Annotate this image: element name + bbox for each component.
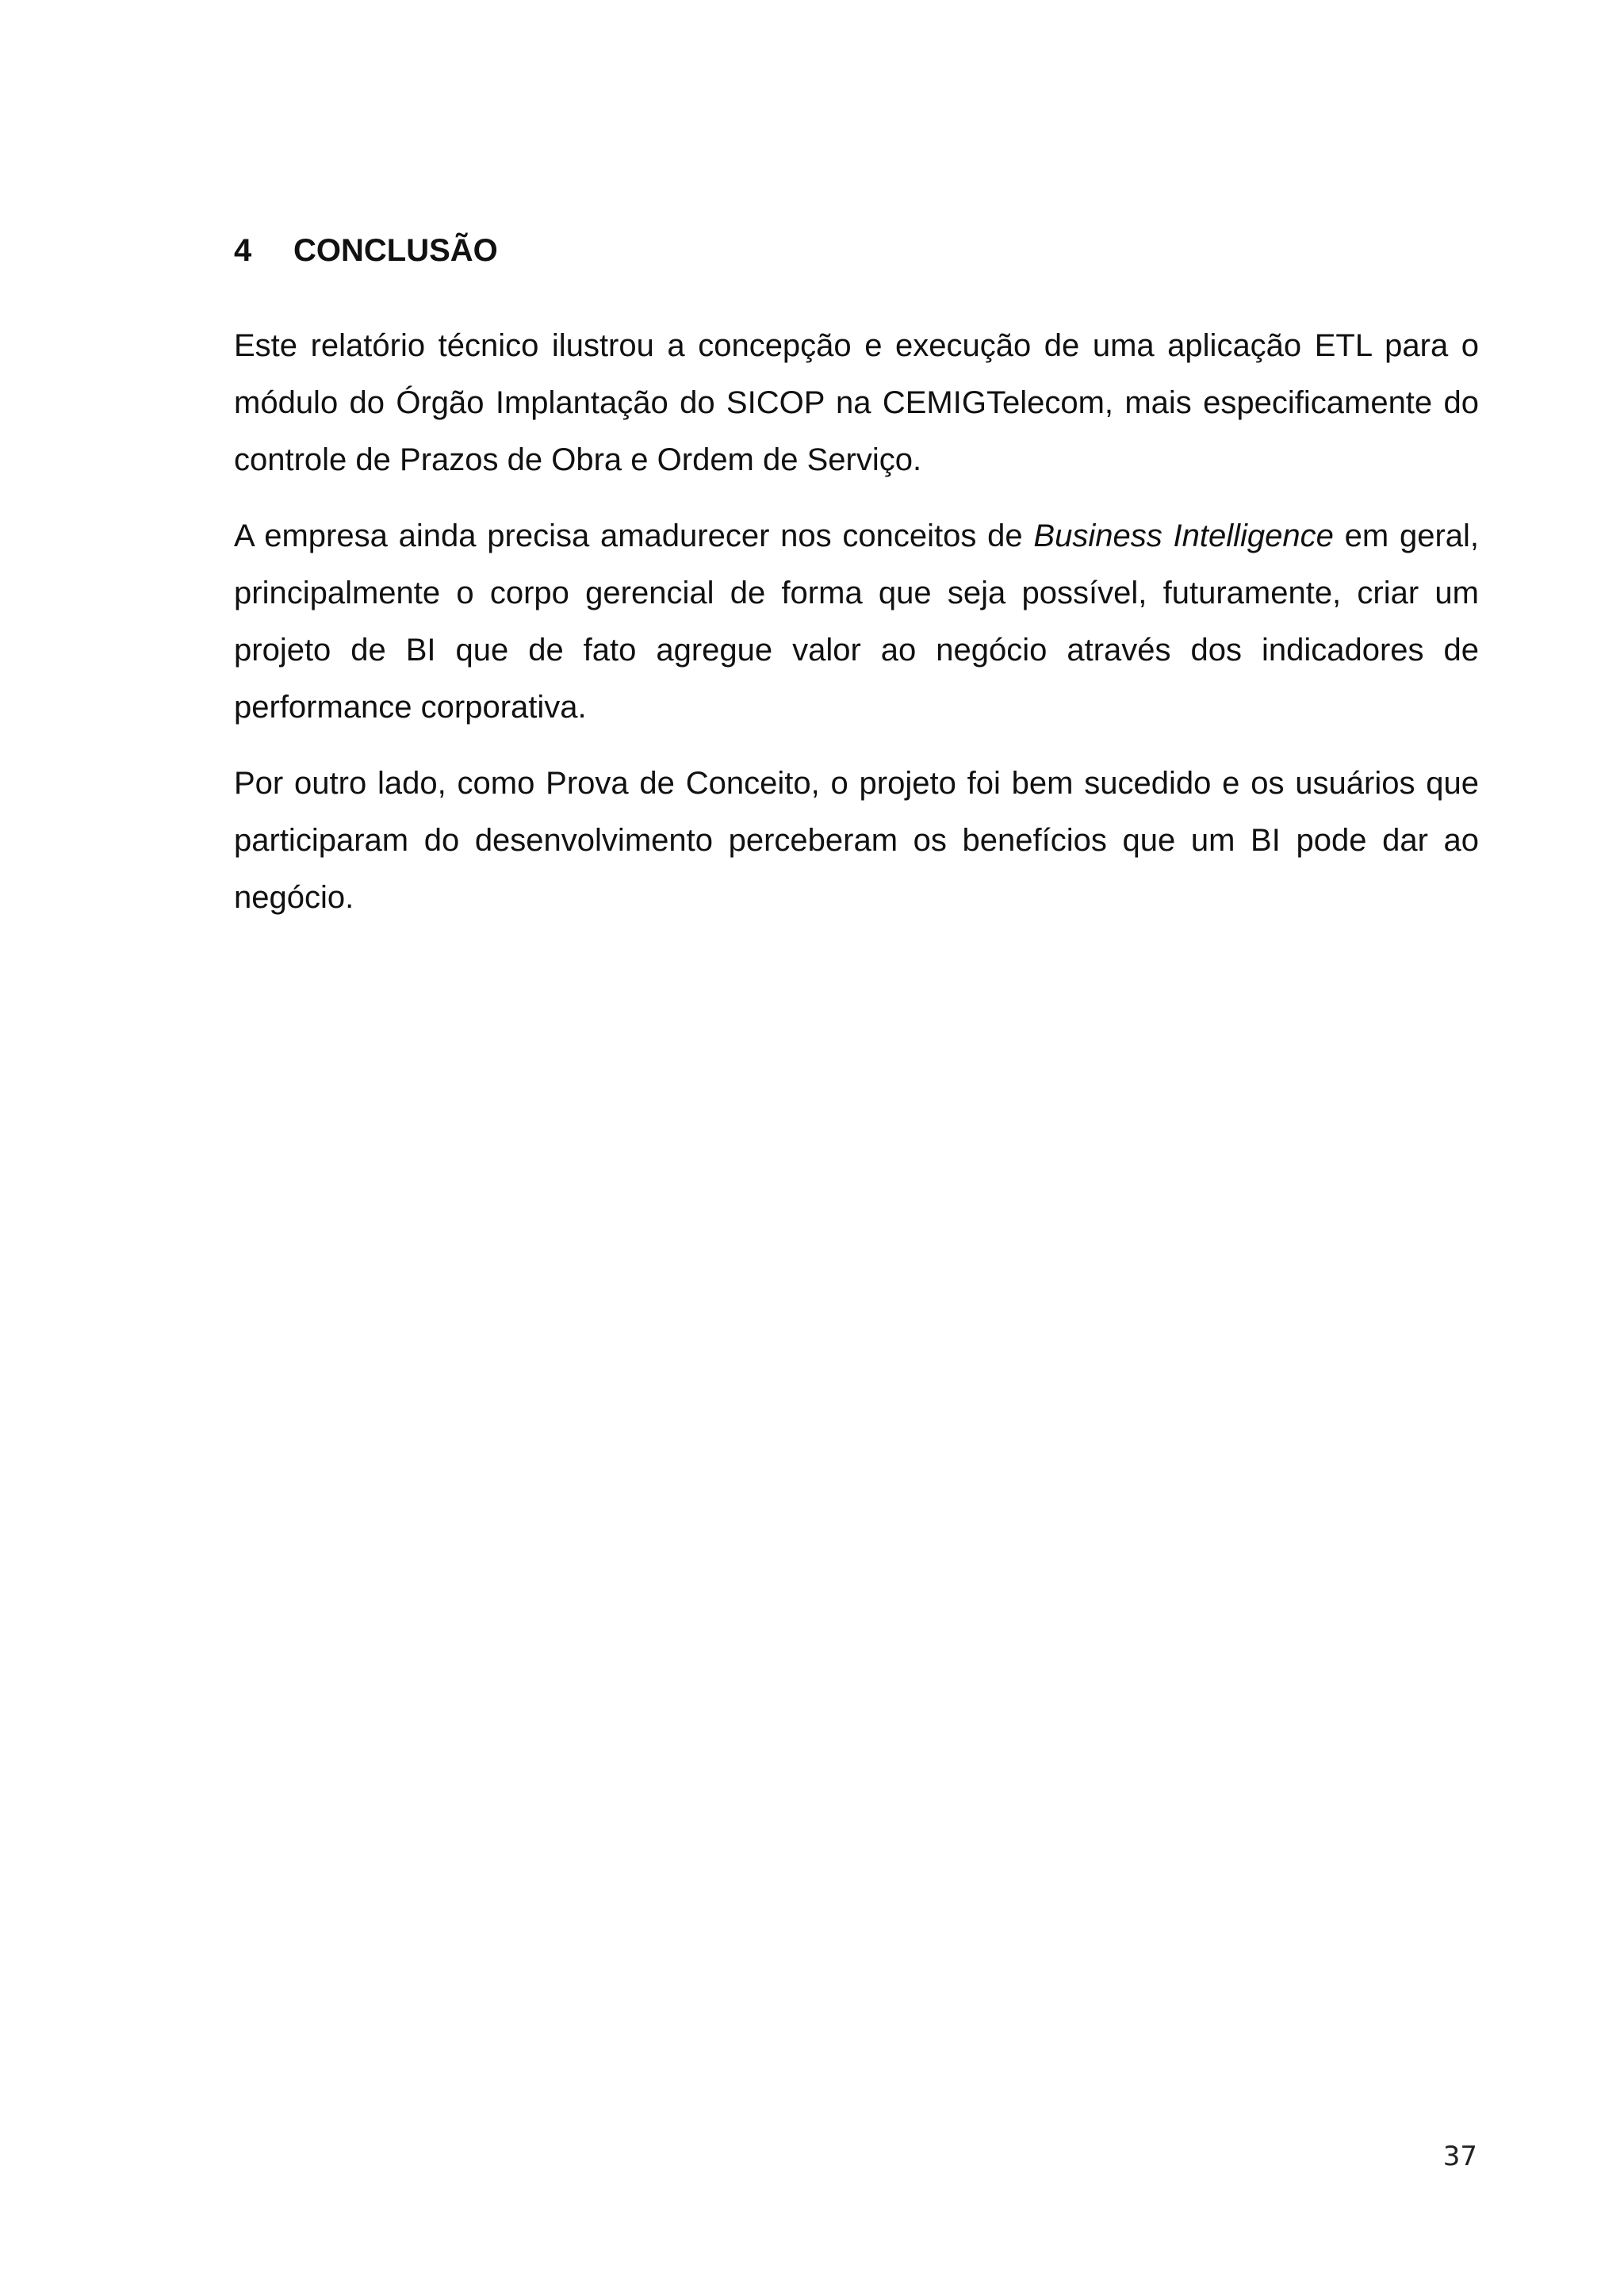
paragraph-2 bbox=[234, 507, 1479, 736]
paragraph-1: Este relatório técnico ilustrou a concepção e execução de uma aplicação ETL para o módulo do Órgão Implantação do SICOP na CEMIGTelecom, mais especificamente do controle de Prazos de Obra e Ordem de Serviço. bbox=[234, 328, 1479, 477]
paragraph-2-text-start: A empresa ainda precisa amadurecer nos conceitos de bbox=[234, 519, 1034, 553]
section-heading bbox=[234, 232, 498, 270]
section-body bbox=[234, 317, 1479, 945]
page-number: 37 bbox=[1442, 2141, 1477, 2172]
section-number: 4 bbox=[234, 233, 252, 268]
section-title: CONCLUSÃO bbox=[293, 233, 498, 268]
paragraph-2-italic-term: Business Intelligence bbox=[1033, 519, 1334, 553]
paragraph-2-text-end: em geral, principalmente o corpo gerencial de forma que seja possível, futuramente, criar um projeto de BI que de fato agregue valor ao negócio através dos indicadores de performance corporativa. bbox=[234, 519, 1480, 725]
paragraph-3: Por outro lado, como Prova de Conceito, o projeto foi bem sucedido e os usuários que participaram do desenvolvimento perceberam os benefícios que um BI pode dar ao negócio. bbox=[234, 766, 1479, 915]
